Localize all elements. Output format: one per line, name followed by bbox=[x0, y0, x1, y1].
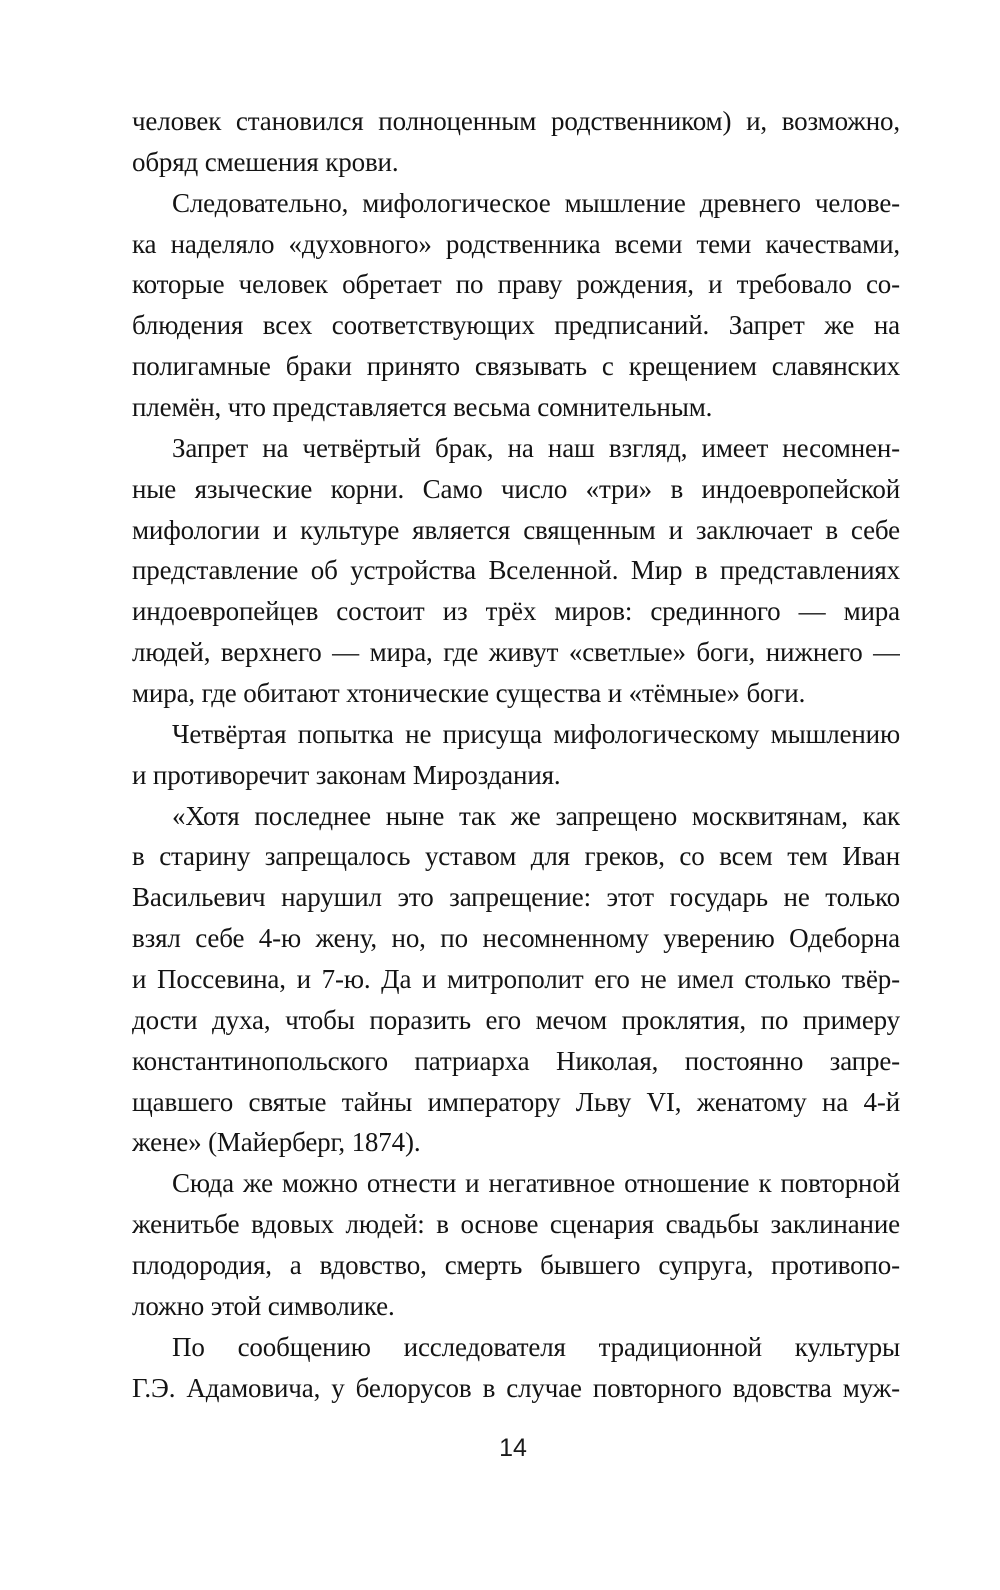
text-line: Следовательно, мифологическое мышление древнего челове- bbox=[172, 187, 900, 218]
paragraph bbox=[132, 428, 900, 714]
text-line: жене» (Майерберг, 1874). bbox=[132, 1127, 421, 1158]
text-line: Четвёртая попытка не присуща мифологическому мышлению bbox=[172, 718, 900, 749]
text-line: и противоречит законам Мироздания. bbox=[132, 759, 561, 790]
text-line: константинопольского патриарха Николая, постоянно запре- bbox=[132, 1045, 900, 1076]
text-line: представление об устройства Вселенной. Мир в представлениях bbox=[132, 555, 900, 586]
text-line: мира, где обитают хтонические существа и «тёмные» боги. bbox=[132, 678, 806, 709]
text-line: дости духа, чтобы поразить его мечом проклятия, по примеру bbox=[132, 1004, 900, 1035]
text-line: женитьбе вдовых людей: в основе сценария свадьбы заклинание bbox=[132, 1209, 900, 1240]
text-line: «Хотя последнее ныне так же запрещено москвитянам, как bbox=[172, 800, 900, 831]
text-line: Сюда же можно отнести и негативное отношение к повторной bbox=[172, 1168, 900, 1199]
text-line: ка наделяло «духовного» родственника всеми теми качествами, bbox=[132, 228, 900, 259]
paragraph bbox=[132, 1163, 900, 1326]
text-line: полигамные браки принято связывать с крещением славянских bbox=[132, 351, 900, 382]
text-line: плодородия, а вдовство, смерть бывшего супруга, противопо- bbox=[132, 1250, 900, 1281]
page-number: 14 bbox=[499, 1434, 527, 1462]
text-line: в старину запрещалось уставом для греков, со всем тем Иван bbox=[132, 841, 900, 872]
text-line: которые человек обретает по праву рождения, и требовало со- bbox=[132, 269, 900, 300]
page-body-text bbox=[132, 101, 900, 1409]
text-line: мифологии и культуре является священным и заключает в себе bbox=[132, 514, 900, 545]
text-line: индоевропейцев состоит из трёх миров: срединного — мира bbox=[132, 596, 900, 627]
text-line: блюдения всех соответствующих предписаний. Запрет же на bbox=[132, 310, 900, 341]
text-line: и Поссевина, и 7-ю. Да и митрополит его не имел столько твёр- bbox=[132, 964, 900, 995]
text-line: Г.Э. Адамовича, у белорусов в случае повторного вдовства муж- bbox=[132, 1372, 900, 1403]
text-line: взял себе 4-ю жену, но, по несомненному уверению Одеборна bbox=[132, 923, 900, 954]
paragraph bbox=[132, 101, 900, 183]
text-line: людей, верхнего — мира, где живут «светлые» боги, нижнего — bbox=[132, 637, 900, 668]
text-line: Васильевич нарушил это запрещение: этот государь не только bbox=[132, 882, 900, 913]
text-line: По сообщению исследователя традиционной культуры bbox=[172, 1331, 900, 1362]
quote-paragraph bbox=[132, 796, 900, 1164]
text-line: щавшего святые тайны императору Льву VI, женатому на 4-й bbox=[132, 1086, 900, 1117]
text-line: ные языческие корни. Само число «три» в индоевропейской bbox=[132, 473, 900, 504]
paragraph bbox=[132, 1327, 900, 1409]
paragraph bbox=[132, 183, 900, 428]
paragraph bbox=[132, 714, 900, 796]
text-line: Запрет на четвёртый брак, на наш взгляд, имеет несомнен- bbox=[172, 432, 900, 463]
text-line: ложно этой символике. bbox=[132, 1290, 395, 1321]
text-line: человек становился полноценным родственником) и, возможно, bbox=[132, 106, 900, 136]
text-line: обряд смешения крови. bbox=[132, 146, 399, 177]
text-line: племён, что представляется весьма сомнительным. bbox=[132, 392, 713, 423]
